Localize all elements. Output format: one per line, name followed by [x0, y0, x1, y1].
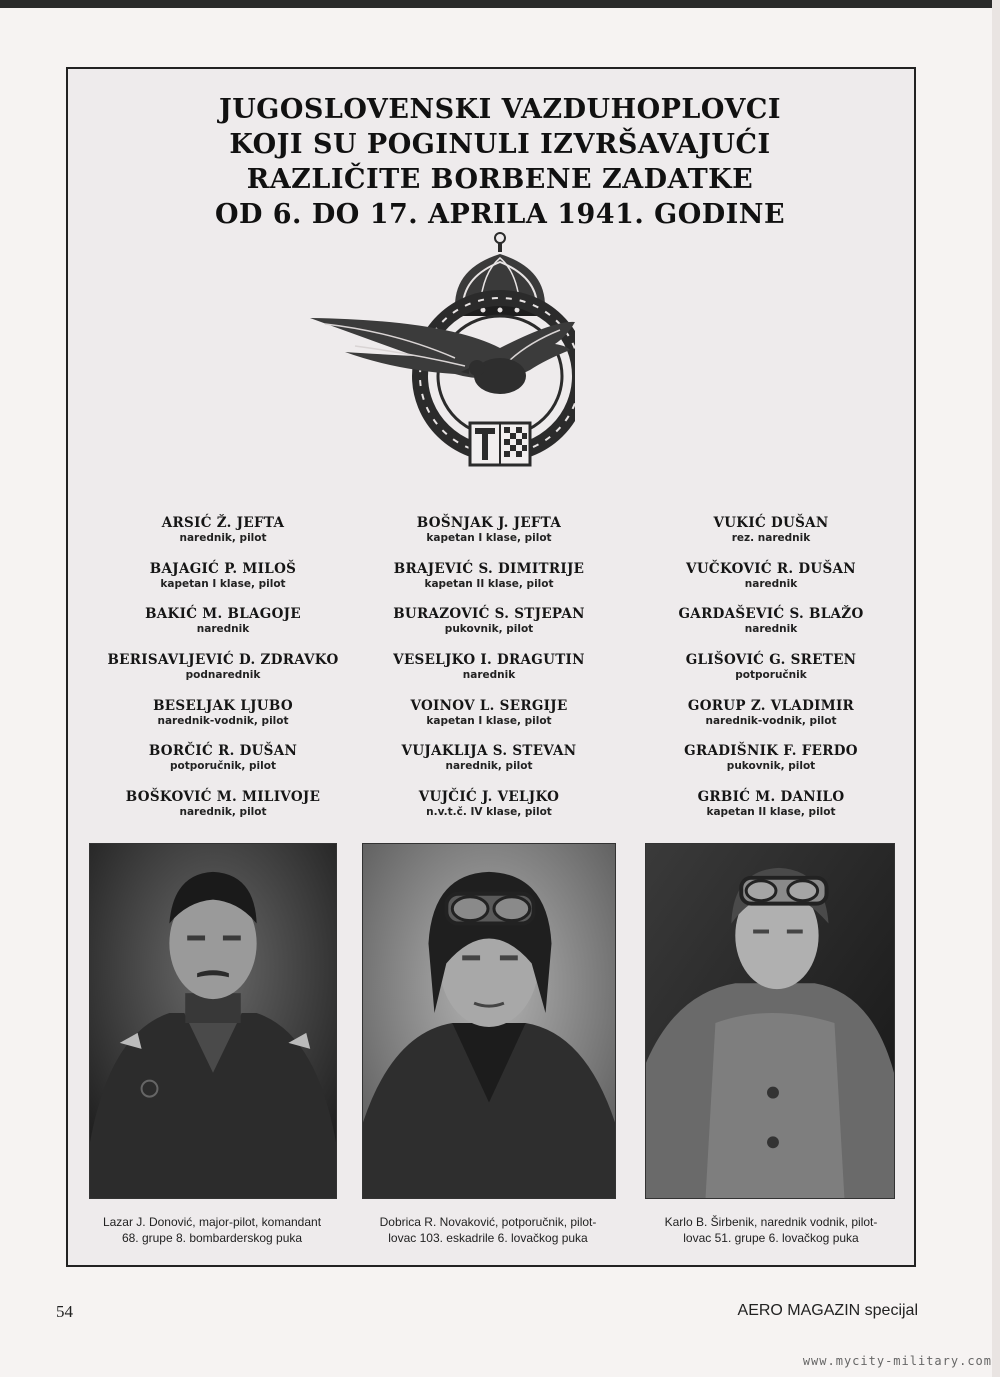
airman-rank: n.v.t.č. IV klase, pilot	[426, 806, 552, 819]
airman-rank: narednik	[462, 669, 516, 682]
list-item	[88, 697, 358, 743]
list-item	[636, 697, 906, 743]
list-item	[636, 788, 906, 834]
airman-rank: kapetan II klase, pilot	[424, 577, 554, 590]
airman-name: VUČKOVIĆ R. DUŠAN	[686, 560, 856, 577]
airman-rank: narednik-vodnik, pilot	[705, 714, 837, 727]
names-column-2	[354, 514, 624, 834]
airman-rank: narednik, pilot	[179, 532, 267, 544]
list-item	[354, 560, 624, 606]
list-item	[88, 742, 358, 788]
airman-rank: kapetan II klase, pilot	[706, 806, 836, 819]
airman-rank: kapetan I klase, pilot	[160, 577, 286, 590]
airman-name: VESELJKO I. DRAGUTIN	[393, 652, 585, 669]
airman-rank: narednik, pilot	[179, 806, 267, 819]
air-force-badge-icon	[305, 228, 575, 488]
list-item	[354, 697, 624, 743]
photo-caption-2	[353, 1214, 623, 1246]
caption-line: Lazar J. Donović, major-pilot, komandant	[102, 1215, 322, 1229]
airman-rank: narednik	[744, 577, 798, 590]
airman-name: GRADIŠNIK F. FERDO	[684, 743, 858, 760]
list-item	[636, 605, 906, 651]
airman-rank: potporučnik, pilot	[169, 760, 276, 773]
airman-rank: kapetan I klase, pilot	[426, 532, 552, 544]
photo-caption-1	[77, 1214, 347, 1246]
list-item	[354, 651, 624, 697]
caption-line: lovac 103. eskadrile 6. lovačkog puka	[388, 1231, 588, 1245]
photo-caption-3	[636, 1214, 906, 1246]
title-line-3: RAZLIČITE BORBENE ZADATKE	[246, 164, 754, 195]
airman-name: ARSIĆ Ž. JEFTA	[161, 515, 285, 531]
airman-rank: narednik	[744, 623, 798, 636]
page-title	[0, 92, 1000, 232]
list-item	[636, 514, 906, 560]
airman-name: VUKIĆ DUŠAN	[713, 515, 829, 531]
airman-name: BOŠKOVIĆ M. MILIVOJE	[125, 789, 321, 806]
airman-name: BAKIĆ M. BLAGOJE	[145, 606, 301, 623]
magazine-name: AERO MAGAZIN specijal	[737, 1302, 918, 1319]
airman-name: BORČIĆ R. DUŠAN	[148, 743, 298, 760]
names-column-1	[88, 514, 358, 834]
page-number: 54	[56, 1302, 73, 1321]
airman-rank: narednik	[196, 623, 250, 636]
list-item	[354, 605, 624, 651]
title-line-1: JUGOSLOVENSKI VAZDUHOPLOVCI	[218, 94, 782, 125]
list-item	[88, 651, 358, 697]
list-item	[88, 788, 358, 834]
airman-name: VOINOV L. SERGIJE	[410, 697, 568, 714]
list-item	[354, 742, 624, 788]
portrait-photo-1	[89, 843, 337, 1199]
airman-rank: pukovnik, pilot	[726, 760, 816, 773]
list-item	[636, 651, 906, 697]
airman-name: GLIŠOVIĆ G. SRETEN	[685, 652, 857, 669]
list-item	[636, 560, 906, 606]
list-item	[88, 514, 358, 560]
scan-top-edge	[0, 0, 1000, 8]
airman-rank: narednik-vodnik, pilot	[157, 714, 289, 727]
list-item	[88, 560, 358, 606]
title-line-4: OD 6. DO 17. APRILA 1941. GODINE	[214, 199, 786, 230]
caption-line: lovac 51. grupe 6. lovačkog puka	[683, 1231, 859, 1245]
list-item	[354, 514, 624, 560]
caption-line: Karlo B. Širbenik, narednik vodnik, pilot-	[664, 1215, 878, 1229]
airman-name: BURAZOVIĆ S. STJEPAN	[393, 606, 585, 623]
watermark: www.mycity-military.com	[802, 1354, 992, 1368]
airman-name: VUJČIĆ J. VELJKO	[418, 789, 560, 806]
list-item	[636, 742, 906, 788]
list-item	[88, 605, 358, 651]
airman-name: BESELJAK LJUBO	[153, 697, 293, 714]
list-item	[354, 788, 624, 834]
airman-name: GORUP Z. VLADIMIR	[687, 697, 855, 714]
title-line-2: KOJI SU POGINULI IZVRŠAVAJUĆI	[229, 129, 771, 160]
airman-name: GARDAŠEVIĆ S. BLAŽO	[678, 606, 864, 623]
airman-name: BERISAVLJEVIĆ D. ZDRAVKO	[107, 652, 339, 669]
portrait-photo-2	[362, 843, 616, 1199]
airman-name: BAJAGIĆ P. MILOŠ	[149, 560, 297, 577]
airman-name: GRBIĆ M. DANILO	[697, 789, 845, 806]
names-column-3	[636, 514, 906, 834]
caption-line: 68. grupe 8. bombarderskog puka	[121, 1231, 303, 1245]
airman-rank: narednik, pilot	[445, 760, 533, 773]
airman-name: BOŠNJAK J. JEFTA	[416, 515, 562, 531]
airman-rank: kapetan I klase, pilot	[426, 714, 552, 727]
caption-line: Dobrica R. Novaković, potporučnik, pilot-	[379, 1215, 597, 1229]
airman-rank: potporučnik	[735, 669, 807, 682]
portrait-photo-3	[645, 843, 895, 1199]
airman-rank: pukovnik, pilot	[444, 623, 534, 636]
airman-name: VUJAKLIJA S. STEVAN	[401, 743, 577, 760]
airman-rank: podnarednik	[185, 669, 261, 682]
airman-name: BRAJEVIĆ S. DIMITRIJE	[393, 560, 585, 577]
airman-rank: rez. narednik	[731, 532, 811, 544]
